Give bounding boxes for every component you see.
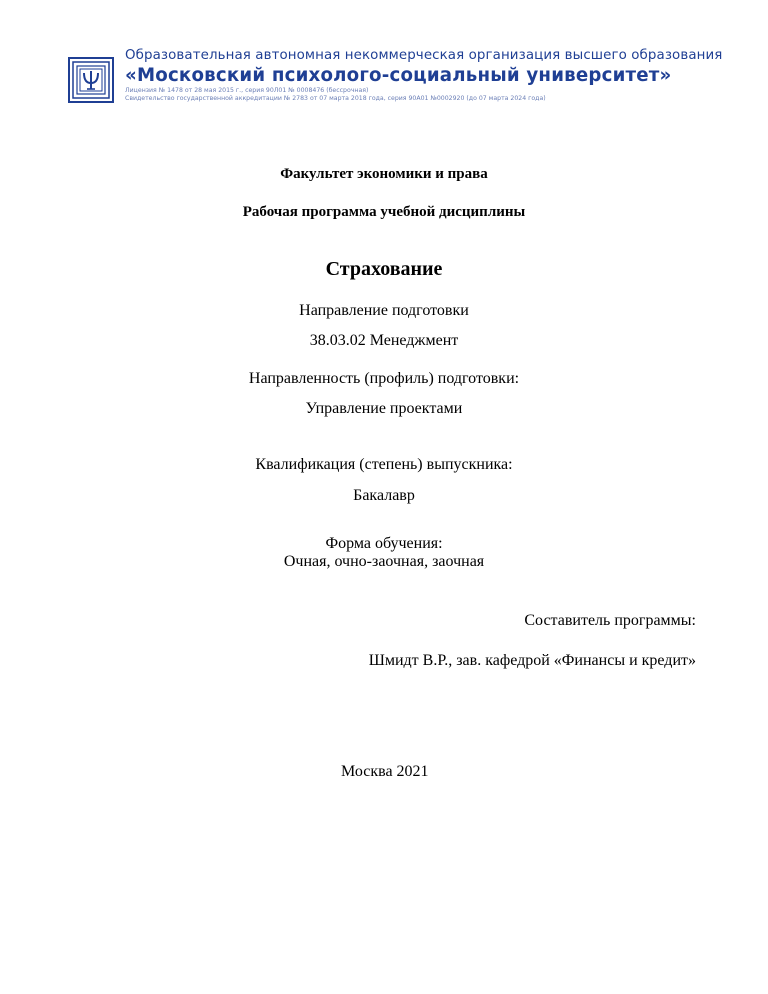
direction-label: Направление подготовки [299, 302, 469, 319]
study-form-value: Очная, очно-заочная, заочная [283, 553, 485, 570]
qualification-value: Бакалавр [353, 487, 415, 504]
license-line: Лицензия № 1478 от 28 мая 2015 г., серия 90Л01 № 0008476 (бессрочная) [125, 87, 369, 94]
psi-emblem-icon [68, 57, 114, 103]
city-year: Москва 2021 [341, 763, 429, 780]
discipline-title: Страхование [325, 258, 443, 280]
program-type-title: Рабочая программа учебной дисциплины [242, 204, 526, 220]
university-header [68, 47, 723, 117]
author-value: Шмидт В.Р., зав. кафедрой «Финансы и кредит» [368, 652, 696, 669]
direction-value: 38.03.02 Менеджмент [309, 332, 459, 349]
accreditation-line: Свидетельство государственной аккредитации № 2783 от 07 марта 2018 года, серия 90А01 №0002920 (до 07 марта 2024 года) [125, 95, 546, 102]
profile-value: Управление проектами [305, 400, 463, 417]
organization-type: Образовательная автономная некоммерческая организация высшего образования [125, 48, 723, 63]
university-name: «Московский психолого-социальный университет» [125, 65, 672, 86]
qualification-label: Квалификация (степень) выпускника: [255, 456, 513, 473]
study-form-label: Форма обучения: [325, 535, 443, 552]
author-label: Составитель программы: [524, 612, 696, 629]
faculty-title: Факультет экономики и права [280, 166, 488, 182]
profile-label: Направленность (профиль) подготовки: [248, 370, 520, 387]
